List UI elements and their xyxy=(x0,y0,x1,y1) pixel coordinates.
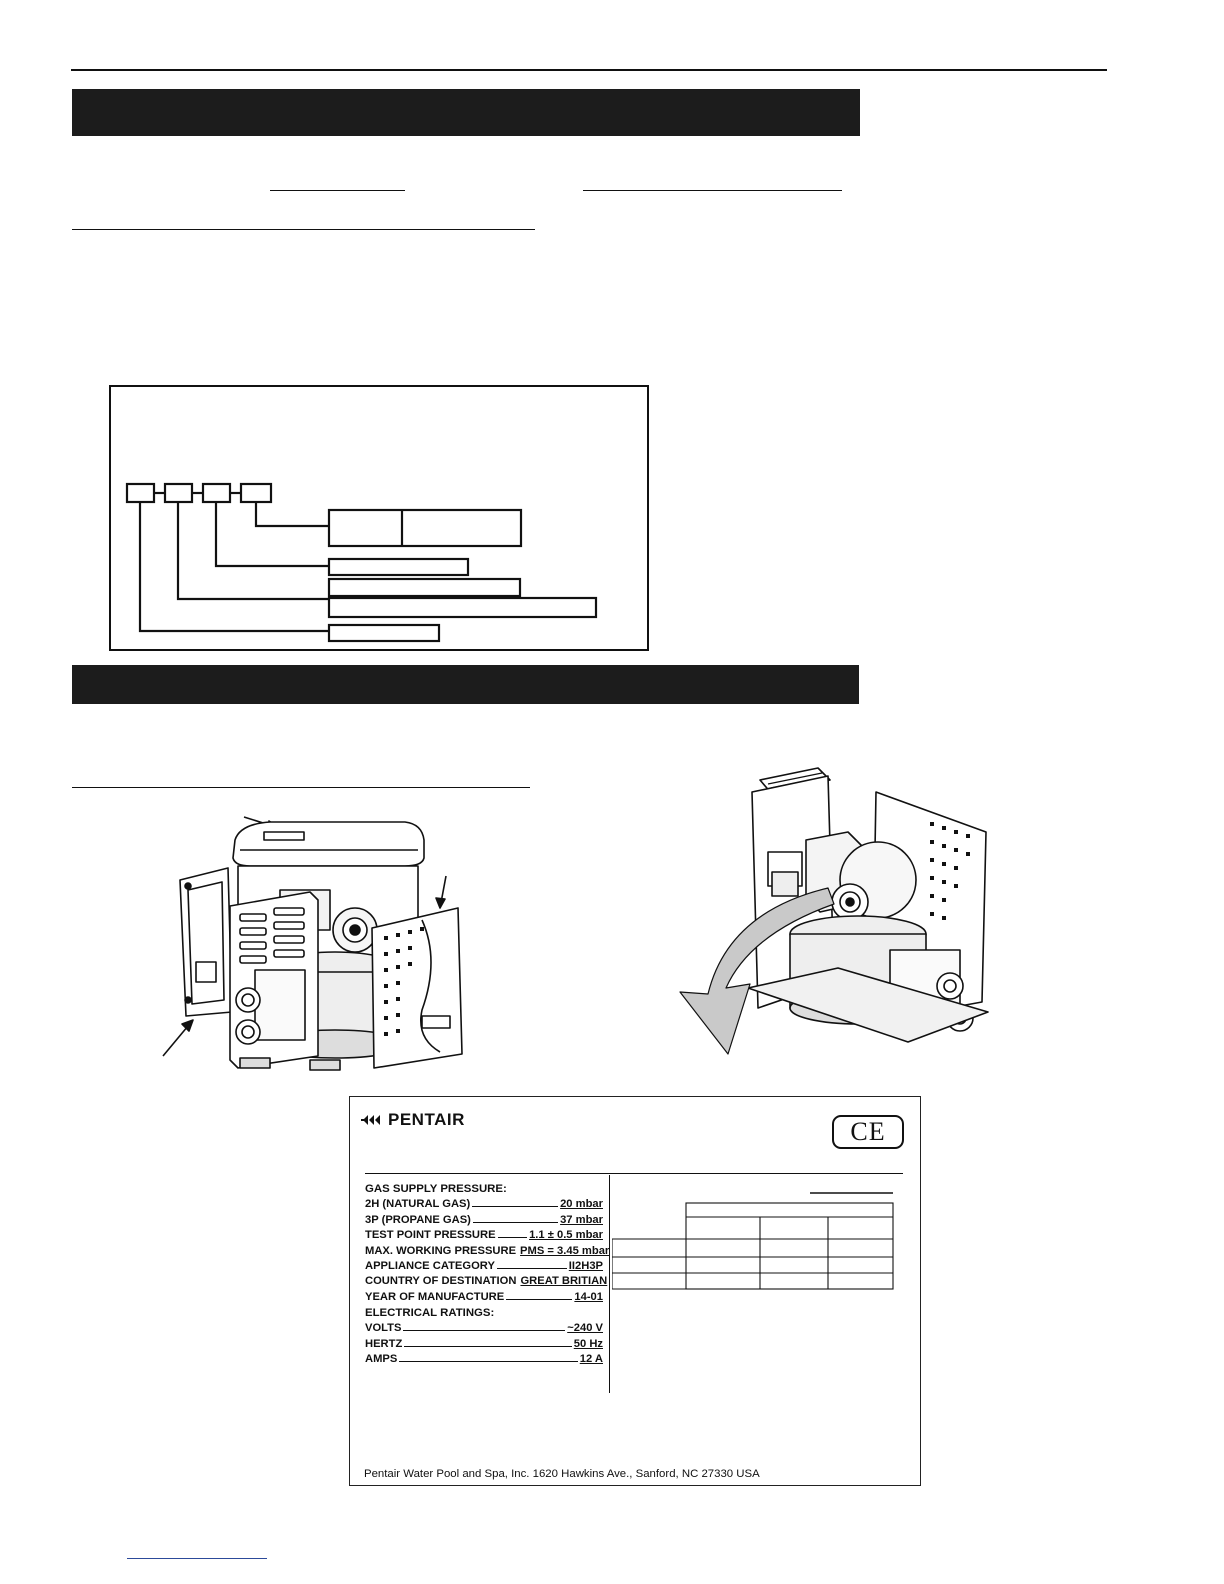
pentair-diamond-logo-icon xyxy=(360,1109,382,1131)
spec-row: MAX. WORKING PRESSURE PMS = 3.45 mbar xyxy=(365,1244,610,1257)
heater-exploded-view-illustration xyxy=(160,810,480,1080)
field-underline-1 xyxy=(270,190,405,191)
section-banner-2 xyxy=(72,665,859,704)
spec-row: APPLIANCE CATEGORY II2H3P xyxy=(365,1259,603,1272)
input-rating-table xyxy=(612,1187,902,1307)
plate-divider-vertical xyxy=(609,1175,610,1393)
brand-name: PENTAIR xyxy=(388,1110,465,1129)
spec-row: VOLTS ~240 V xyxy=(365,1322,603,1335)
spec-row: YEAR OF MANUFACTURE 14-01 xyxy=(365,1290,603,1303)
rating-plate xyxy=(349,1096,921,1486)
ce-mark-icon: CE xyxy=(832,1115,904,1149)
spec-row: TEST POINT PRESSURE 1.1 ± 0.5 mbar xyxy=(365,1229,603,1242)
manufacturer-address: Pentair Water Pool and Spa, Inc. 1620 Hawkins Ave., Sanford, NC 27330 USA xyxy=(364,1468,760,1480)
model-number-code-diagram xyxy=(109,385,649,651)
spec-row: 2H (NATURAL GAS) 20 mbar xyxy=(365,1198,603,1211)
plate-divider-horizontal xyxy=(365,1173,903,1174)
subsection-rule-2 xyxy=(72,787,530,788)
spec-row: COUNTRY OF DESTINATION GREAT BRITIAN xyxy=(365,1275,608,1288)
gas-supply-heading: GAS SUPPLY PRESSURE: xyxy=(365,1183,507,1195)
spec-row: AMPS 12 A xyxy=(365,1352,603,1365)
model-number-diagram xyxy=(109,385,649,651)
pentair-logo xyxy=(360,1109,465,1131)
section-banner-1 xyxy=(72,89,860,136)
subsection-rule-1 xyxy=(72,229,535,230)
spec-row: HERTZ 50 Hz xyxy=(365,1337,603,1350)
spec-row: 3P (PROPANE GAS) 37 mbar xyxy=(365,1213,603,1226)
field-underline-2 xyxy=(583,190,842,191)
page-top-rule xyxy=(71,69,1107,71)
heater-open-interior-illustration xyxy=(668,762,998,1062)
gas-electrical-spec-list xyxy=(365,1179,610,1365)
footer-rule xyxy=(127,1558,267,1559)
electrical-ratings-heading: ELECTRICAL RATINGS: xyxy=(365,1306,495,1319)
